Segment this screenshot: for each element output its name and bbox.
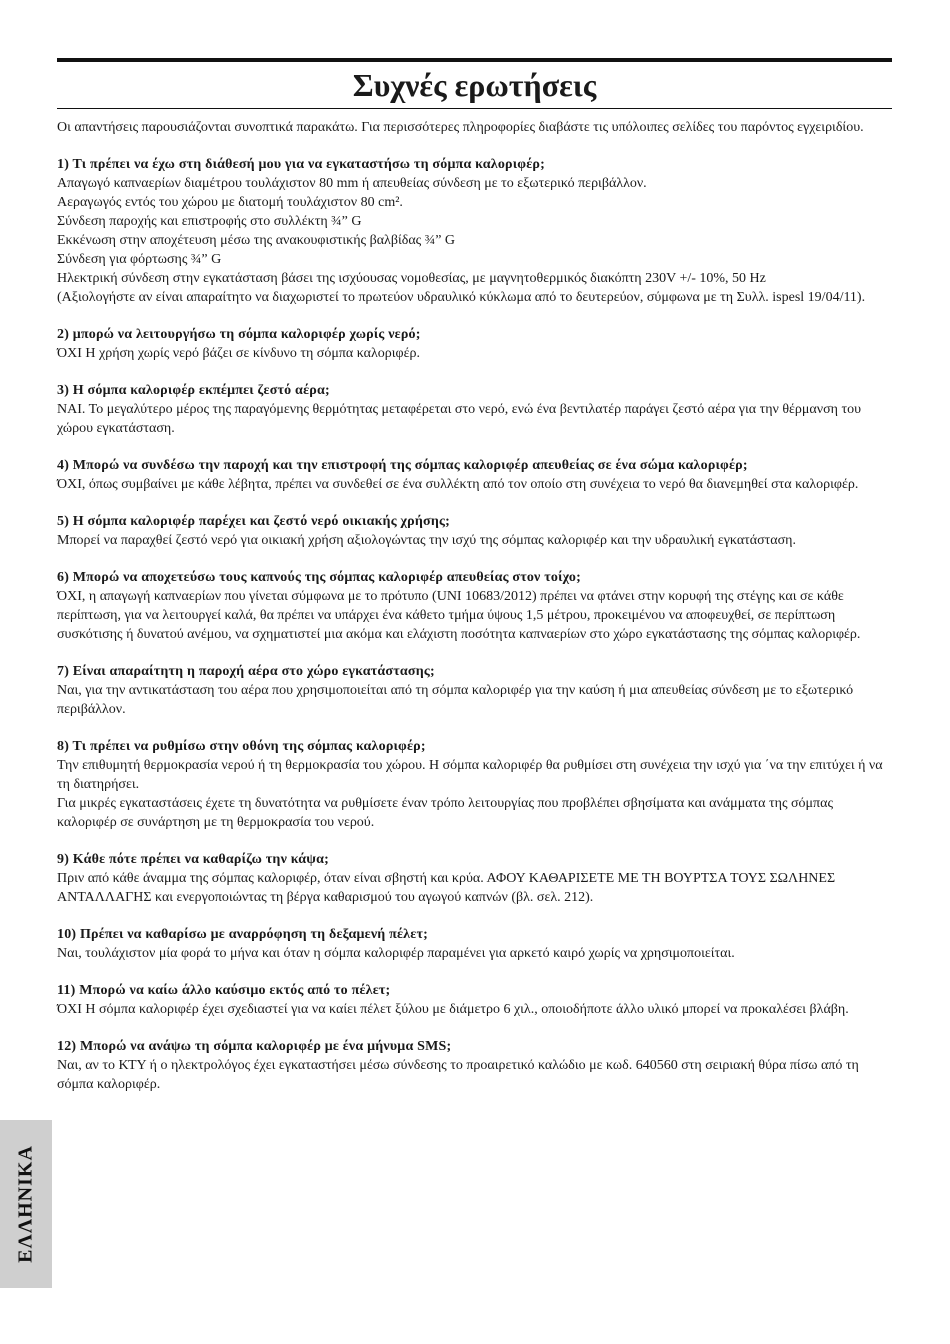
faq-list [57,155,889,1094]
faq-item [57,325,889,363]
faq-item [57,850,889,907]
language-side-tab-label: ΕΛΛΗΝΙΚΑ [14,1145,37,1263]
faq-answer-line: Για μικρές εγκαταστάσεις έχετε τη δυνατότητα να ρυθμίσετε έναν τρόπο λειτουργίας που προβλέπει σβησίματα και ανάμματα της σόμπας καλοριφέρ σε συνάρτηση με τη θερμοκρασία του νερού. [57,796,833,830]
faq-answer-line: ΌΧΙ, η απαγωγή καπναερίων που γίνεται σύμφωνα με το πρότυπο (UNI 10683/2012) πρέπει να φτάνει στην κορυφή της στέγης και σε κάθε περίπτωση, για να λειτουργεί καλά, θα πρέπει να υπάρχει ένα κάθετο τμήμα ύψους 1,5 μέτρου, προκειμένου να αποφευχθεί, σε περίπτωση συσκότισης ή δυνατού ανέμου, να σχηματιστεί μια ακόμα και ελάχιστη ποσότητα καπναερίων στο χώρο εγκατάστασης της σόμπας καλοριφέρ. [57,589,861,642]
page-title: Συχνές ερωτήσεις [352,67,597,103]
language-side-tab [0,1120,52,1288]
faq-answer-line: Σύνδεση παροχής και επιστροφής στο συλλέκτη ¾” G [57,214,362,229]
faq-question: 4) Μπορώ να συνδέσω την παροχή και την επιστροφή της σόμπας καλοριφέρ απευθείας σε ένα σώμα καλοριφέρ; [57,458,748,473]
faq-answer-line: Σύνδεση για φόρτωσης ¾” G [57,252,222,267]
faq-question: 7) Είναι απαραίτητη η παροχή αέρα στο χώρο εγκατάστασης; [57,664,435,679]
document-body [57,118,889,1112]
title-bar [57,62,892,108]
faq-answer-line: Την επιθυμητή θερμοκρασία νερού ή τη θερμοκρασία του χώρου. Η σόμπα καλοριφέρ θα ρυθμίσει στη συνέχεια την ισχύ για ΄να την επιτύχει ή να τη διατηρήσει. [57,758,883,792]
faq-item [57,737,889,832]
faq-question: 3) Η σόμπα καλοριφέρ εκπέμπει ζεστό αέρα; [57,383,330,398]
faq-question: 1) Τι πρέπει να έχω στη διάθεσή μου για να εγκαταστήσω τη σόμπα καλοριφέρ; [57,157,545,172]
faq-answer-line: (Αξιολογήστε αν είναι απαραίτητο να διαχωριστεί το πρωτεύον υδραυλικό κύκλωμα από το δευτερεύον, σύμφωνα με τη Συλλ. ispesl 19/04/11). [57,290,866,305]
faq-answer-line: Εκκένωση στην αποχέτευση μέσω της ανακουφιστικής βαλβίδας ¾” G [57,233,456,248]
faq-question: 9) Κάθε πότε πρέπει να καθαρίζω την κάψα; [57,852,330,867]
faq-answer-line: Ναι, τουλάχιστον μία φορά το μήνα και όταν η σόμπα καλοριφέρ παραμένει για αρκετό καιρό χωρίς να χρησιμοποιείται. [57,946,735,961]
faq-question: 10) Πρέπει να καθαρίσω με αναρρόφηση τη δεξαμενή πέλετ; [57,927,428,942]
faq-item [57,662,889,719]
faq-item [57,155,889,307]
faq-question: 11) Μπορώ να καίω άλλο καύσιμο εκτός από το πέλετ; [57,983,391,998]
faq-answer-line: ΌΧΙ Η σόμπα καλοριφέρ έχει σχεδιαστεί για να καίει πέλετ ξύλου με διάμετρο 6 χιλ., οποιοδήποτε άλλο υλικό μπορεί να προκαλέσει βλάβη. [57,1002,849,1017]
faq-question: 5) Η σόμπα καλοριφέρ παρέχει και ζεστό νερό οικιακής χρήσης; [57,514,450,529]
faq-question: 2) μπορώ να λειτουργήσω τη σόμπα καλοριφέρ χωρίς νερό; [57,327,421,342]
faq-item [57,456,889,494]
faq-answer-line: Πριν από κάθε άναμμα της σόμπας καλοριφέρ, όταν είναι σβηστή και κρύα. ΑΦΟΥ ΚΑΘΑΡΙΣΕΤΕ ΜΕ ΤΗ ΒΟΥΡΤΣΑ ΤΟΥΣ ΣΩΛΗΝΕΣ ΑΝΤΑΛΛΑΓΗΣ και ενεργοποιώντας τη βέργα καθαρισμού του αγωγού καπνών (βλ. σελ. 212). [57,871,836,905]
faq-question: 6) Μπορώ να αποχετεύσω τους καπνούς της σόμπας καλοριφέρ απευθείας στον τοίχο; [57,570,581,585]
faq-answer-line: Ναι, για την αντικατάσταση του αέρα που χρησιμοποιείται από τη σόμπα καλοριφέρ για την καύση ή μια απευθείας σύνδεση με το εξωτερικό περιβάλλον. [57,683,854,717]
faq-answer-line: Μπορεί να παραχθεί ζεστό νερό για οικιακή χρήση αξιολογώντας την ισχύ της σόμπας καλοριφέρ και την υδραυλική εγκατάσταση. [57,533,796,548]
faq-answer-line: ΝΑΙ. Το μεγαλύτερο μέρος της παραγόμενης θερμότητας μεταφέρεται στο νερό, ενώ ένα βεντιλατέρ παράγει ζεστό αέρα για την θέρμανση του χώρου εγκατάσταση. [57,402,862,436]
faq-item [57,381,889,438]
faq-item [57,981,889,1019]
faq-answer-line: ΌΧΙ, όπως συμβαίνει με κάθε λέβητα, πρέπει να συνδεθεί σε ένα συλλέκτη από τον οποίο στη συνέχεια το νερό θα διανεμηθεί στα καλοριφέρ. [57,477,859,492]
faq-item [57,925,889,963]
faq-answer-line: Ηλεκτρική σύνδεση στην εγκατάσταση βάσει της ισχύουσας νομοθεσίας, με μαγνητοθερμικός διακόπτη 230V +/- 10%, 50 Hz [57,271,766,286]
faq-answer-line: Αεραγωγός εντός του χώρου με διατομή τουλάχιστον 80 cm². [57,195,403,210]
faq-answer-line: ΌΧΙ Η χρήση χωρίς νερό βάζει σε κίνδυνο τη σόμπα καλοριφέρ. [57,346,420,361]
faq-item [57,512,889,550]
intro-paragraph: Οι απαντήσεις παρουσιάζονται συνοπτικά παρακάτω. Για περισσότερες πληροφορίες διαβάστε τις υπόλοιπες σελίδες του παρόντος εγχειριδίου. [57,120,864,135]
faq-item [57,568,889,644]
faq-item [57,1037,889,1094]
title-underline [57,108,892,109]
faq-question: 8) Τι πρέπει να ρυθμίσω στην οθόνη της σόμπας καλοριφέρ; [57,739,426,754]
faq-answer-line: Ναι, αν το ΚΤΥ ή ο ηλεκτρολόγος έχει εγκαταστήσει μέσω σύνδεσης το προαιρετικό καλώδιο με κωδ. 640560 στη σειριακή θύρα πίσω από τη σόμπα καλοριφέρ. [57,1058,859,1092]
faq-answer-line: Απαγωγό καπναερίων διαμέτρου τουλάχιστον 80 mm ή απευθείας σύνδεση με το εξωτερικό περιβάλλον. [57,176,647,191]
faq-question: 12) Μπορώ να ανάψω τη σόμπα καλοριφέρ με ένα μήνυμα SMS; [57,1039,452,1054]
